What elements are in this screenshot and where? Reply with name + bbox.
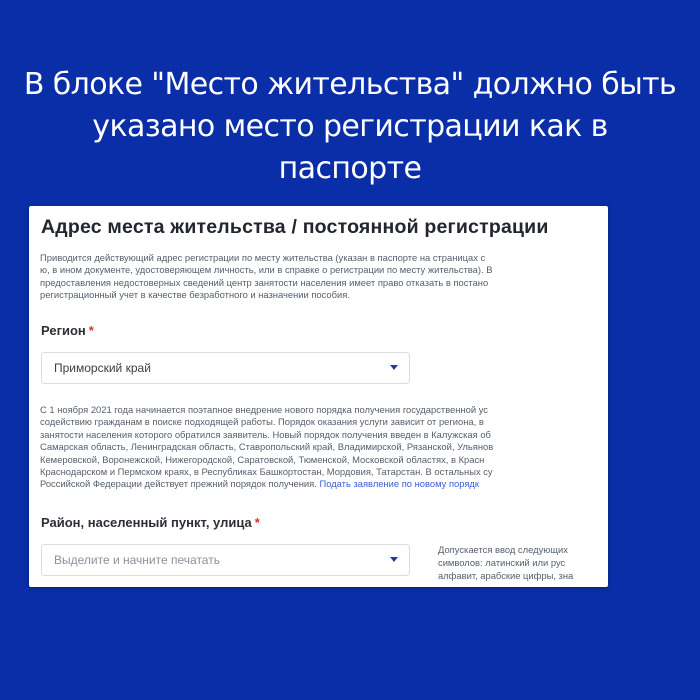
hint-line: Допускается ввод следующих (438, 544, 568, 555)
new-procedure-notice (40, 404, 493, 491)
notice-last-text: Российской Федерации действует прежний порядок получения. (40, 478, 317, 490)
required-mark: * (88, 323, 94, 338)
notice-line: Краснодарском и Пермском краях, в Республиках Башкортостан, Мордовия, Татарстан. В остальных су (40, 466, 493, 478)
form-description (40, 252, 492, 302)
address-form-card (29, 206, 608, 587)
notice-line: Самарская область, Ленинградская область, Ставропольский край, Владимирской, Рязанской, Ульянов (40, 441, 494, 453)
address-input[interactable] (41, 544, 410, 576)
chevron-down-icon (390, 365, 398, 370)
headline-line-2: указано место регистрации как в (92, 109, 608, 144)
hint-line: символов: латинский или рус (438, 557, 566, 568)
headline-line-3: паспорте (278, 151, 422, 186)
input-hint (438, 543, 573, 582)
description-line: Приводится действующий адрес регистрации по месту жительства (указан в паспорте на страницах с (40, 252, 486, 263)
address-input-placeholder: Выделите и начните печатать (54, 553, 220, 567)
notice-line: содействию гражданам в поиске подходящей работы. Порядок оказания услуги зависит от региона, в (40, 416, 484, 428)
headline-line-1: В блоке "Место жительства" должно быть (23, 67, 677, 102)
chevron-down-icon (390, 557, 398, 562)
notice-line-last (40, 478, 493, 490)
description-line: предоставления недостоверных сведений центр занятости населения имеет право отказать в постано (40, 276, 489, 288)
description-line: регистрационный учет в качестве безработного и назначении пособия. (40, 289, 350, 301)
address-label (41, 515, 260, 530)
form-title: Адрес места жительства / постоянной регистрации (41, 216, 549, 238)
apply-new-procedure-link[interactable]: Подать заявление по новому порядк (319, 478, 479, 490)
region-select[interactable] (41, 352, 410, 384)
notice-line: Кемеровской, Воронежской, Нижегородской, Саратовской, Тюменской, Московской областях, в Красн (40, 453, 485, 465)
hint-line: алфавит, арабские цифры, зна (438, 570, 574, 581)
region-label-text: Регион (41, 323, 86, 338)
headline (20, 64, 680, 190)
region-select-value: Приморский край (54, 361, 151, 375)
region-label (41, 323, 94, 338)
required-mark: * (254, 515, 260, 530)
address-label-text: Район, населенный пункт, улица (41, 515, 252, 530)
notice-line: занятости населения которого обратился заявитель. Новый порядок получения введен в Калужская об (40, 428, 491, 440)
description-line: ю, в ином документе, удостоверяющем личность, или в справке о регистрации по месту жительства). В (40, 264, 493, 276)
notice-line: С 1 ноября 2021 года начинается поэтапное внедрение нового порядка получения государственной ус (40, 404, 488, 415)
